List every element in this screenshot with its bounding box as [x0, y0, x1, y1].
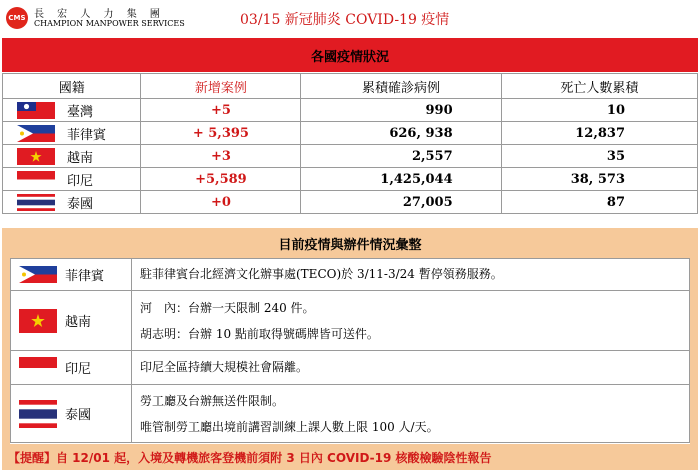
column-header-new-cases: 新增案例	[141, 74, 301, 99]
deaths-value: 10	[501, 99, 697, 122]
total-cases-value: 1,425,044	[301, 168, 501, 191]
country-name: 泰國	[67, 196, 94, 212]
page-header	[0, 0, 700, 34]
vietnam-flag-icon	[19, 309, 57, 333]
thailand-flag-icon	[19, 400, 57, 428]
vietnam-flag-icon	[17, 148, 55, 165]
deaths-value: 38, 573	[501, 168, 697, 191]
country-name: 菲律賓	[67, 127, 107, 143]
new-cases-value: + 5,395	[141, 122, 301, 145]
taiwan-flag-icon	[17, 102, 55, 119]
company-logo-icon: CMS	[6, 7, 28, 29]
status-section-left-border	[2, 228, 10, 444]
country-name: 越南	[65, 315, 92, 330]
new-cases-value: +5,589	[141, 168, 301, 191]
company-name-en: CHAMPION MANPOWER SERVICES	[34, 19, 185, 28]
stats-table-header	[3, 74, 698, 99]
page-title: 03/15 新冠肺炎 COVID-19 疫情	[240, 12, 450, 28]
status-row	[11, 259, 690, 291]
company-name-zh: 長 宏 人 力 集 團	[34, 9, 165, 20]
status-detail-line: 駐菲律賓台北經濟文化辦事處(TECO)於 3/11-3/24 暫停領務服務。	[140, 267, 503, 281]
total-cases-value: 2,557	[301, 145, 501, 168]
status-detail-line: 唯管制勞工廳出境前講習訓練上課人數上限 100 人/天。	[140, 419, 439, 434]
total-cases-value: 990	[301, 99, 501, 122]
deaths-value: 87	[501, 191, 697, 214]
country-name: 印尼	[67, 173, 94, 189]
status-detail-line: 勞工廳及台辦無送件限制。	[140, 393, 285, 408]
status-section-heading: 目前疫情與辦件情況彙整	[2, 228, 698, 258]
status-row	[11, 385, 690, 443]
status-row	[11, 291, 690, 351]
deaths-value: 35	[501, 145, 697, 168]
column-header-country: 國籍	[3, 74, 141, 99]
table-row	[3, 145, 698, 168]
total-cases-value: 626, 938	[301, 122, 501, 145]
country-name: 越南	[67, 150, 94, 166]
thailand-flag-icon	[17, 194, 55, 211]
new-cases-value: +3	[141, 145, 301, 168]
country-name: 印尼	[65, 362, 92, 377]
stats-table	[2, 73, 698, 214]
column-header-total-cases: 累積確診病例	[301, 74, 501, 99]
new-cases-value: +5	[141, 99, 301, 122]
status-detail-line: 印尼全區持續大規模社會隔離。	[140, 360, 309, 374]
table-row	[3, 191, 698, 214]
philippines-flag-icon	[19, 266, 57, 283]
status-detail-line: 河 內：台辦一天限制 240 件。	[140, 300, 315, 315]
stats-section-heading: 各國疫情狀況	[2, 38, 698, 72]
new-cases-value: +0	[141, 191, 301, 214]
indonesia-flag-icon	[17, 171, 55, 188]
status-row	[11, 351, 690, 385]
country-name: 臺灣	[67, 104, 94, 120]
country-name: 菲律賓	[65, 269, 105, 284]
country-name: 泰國	[65, 408, 92, 423]
table-row	[3, 122, 698, 145]
deaths-value: 12,837	[501, 122, 697, 145]
column-header-deaths: 死亡人數累積	[501, 74, 697, 99]
status-table	[10, 258, 690, 443]
total-cases-value: 27,005	[301, 191, 501, 214]
status-section-right-border	[690, 228, 698, 444]
table-row	[3, 168, 698, 191]
table-row	[3, 99, 698, 122]
reminder-banner: 【提醒】自 12/01 起，入境及轉機旅客登機前須附 3 日內 COVID-19 核酸檢驗陰性報告	[2, 444, 698, 470]
status-detail-line: 胡志明：台辦 10 點前取得號碼牌皆可送件。	[140, 326, 379, 341]
indonesia-flag-icon	[19, 357, 57, 379]
philippines-flag-icon	[17, 125, 55, 142]
